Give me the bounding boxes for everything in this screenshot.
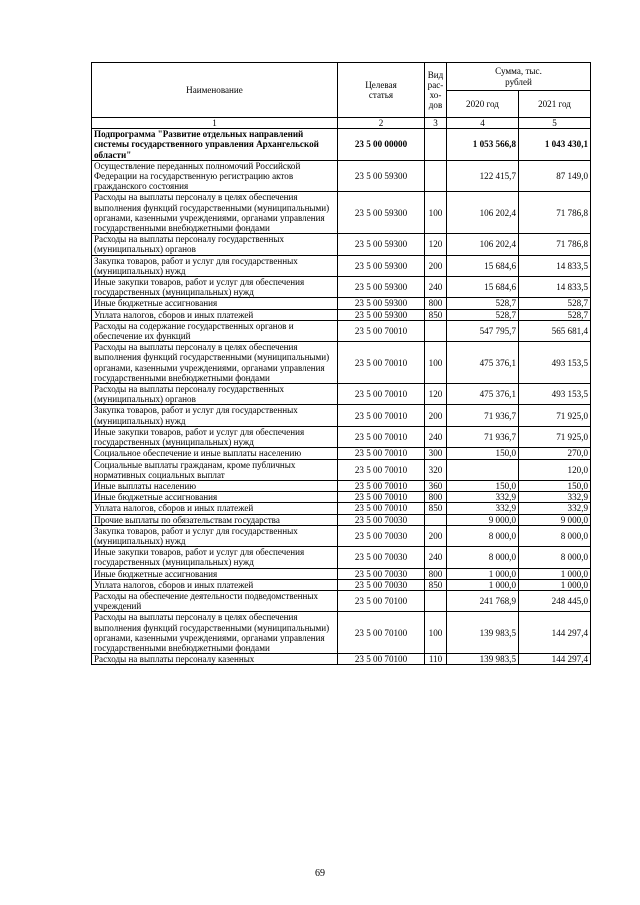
row-name: Расходы на выплаты персоналу в целях обеспечения выполнения функций государственными (муниципальными) органами, казенными учреждениями, органами управления государственными внебюджетными фондами (92, 612, 338, 654)
row-expense-type (425, 514, 447, 525)
row-expense-type: 240 (425, 426, 447, 447)
row-name: Иные выплаты населению (92, 480, 338, 491)
table-row (92, 298, 591, 309)
row-sum-2020: 528,7 (447, 298, 519, 309)
row-name: Закупка товаров, работ и услуг для государственных (муниципальных) нужд (92, 525, 338, 546)
row-expense-type (425, 590, 447, 611)
row-expense-type (425, 320, 447, 341)
row-target-code: 23 5 00 70030 (338, 579, 425, 590)
row-sum-2020: 332,9 (447, 492, 519, 503)
row-name: Иные бюджетные ассигнования (92, 568, 338, 579)
row-name: Иные бюджетные ассигнования (92, 298, 338, 309)
row-sum-2021: 270,0 (519, 448, 591, 459)
header-year-2021: 2021 год (519, 91, 591, 118)
row-sum-2020: 475 376,1 (447, 384, 519, 405)
row-sum-2020: 71 936,7 (447, 405, 519, 426)
row-name: Расходы на выплаты персоналу в целях обеспечения выполнения функций государственными (муниципальными) органами, казенными учреждениями, органами управления государственными внебюджетными фондами (92, 342, 338, 384)
row-expense-type: 850 (425, 579, 447, 590)
table-row (92, 320, 591, 341)
row-sum-2020: 8 000,0 (447, 547, 519, 568)
row-sum-2021: 1 000,0 (519, 579, 591, 590)
row-sum-2021: 565 681,4 (519, 320, 591, 341)
row-expense-type: 200 (425, 255, 447, 276)
row-expense-type: 240 (425, 547, 447, 568)
row-sum-2020: 106 202,4 (447, 192, 519, 234)
row-sum-2021: 71 925,0 (519, 426, 591, 447)
row-sum-2021: 1 000,0 (519, 568, 591, 579)
row-name: Иные закупки товаров, работ и услуг для обеспечения государственных (муниципальных) нужд (92, 426, 338, 447)
row-target-code: 23 5 00 70010 (338, 492, 425, 503)
row-target-code: 23 5 00 70030 (338, 525, 425, 546)
row-sum-2021: 8 000,0 (519, 525, 591, 546)
table-row (92, 277, 591, 298)
row-target-code: 23 5 00 59300 (338, 309, 425, 320)
row-name: Прочие выплаты по обязательствам государства (92, 514, 338, 525)
row-target-code: 23 5 00 59300 (338, 277, 425, 298)
row-sum-2021: 87 149,0 (519, 160, 591, 192)
table-row (92, 234, 591, 255)
table-row (92, 405, 591, 426)
budget-table (91, 62, 591, 665)
row-sum-2020: 547 795,7 (447, 320, 519, 341)
row-target-code: 23 5 00 59300 (338, 255, 425, 276)
row-target-code: 23 5 00 70010 (338, 448, 425, 459)
row-target-code: 23 5 00 70010 (338, 426, 425, 447)
row-sum-2021: 144 297,4 (519, 654, 591, 665)
table-row (92, 384, 591, 405)
row-sum-2020: 150,0 (447, 480, 519, 491)
header-row (92, 63, 591, 91)
row-expense-type: 800 (425, 568, 447, 579)
row-target-code: 23 5 00 70010 (338, 320, 425, 341)
row-sum-2021: 528,7 (519, 298, 591, 309)
row-sum-2021: 528,7 (519, 309, 591, 320)
row-target-code: 23 5 00 70100 (338, 612, 425, 654)
row-sum-2020: 15 684,6 (447, 277, 519, 298)
table-row (92, 525, 591, 546)
header-sum: Сумма, тыс. рублей (447, 63, 591, 91)
header-vid: Вид рас-хо-дов (425, 63, 447, 118)
row-target-code: 23 5 00 70030 (338, 568, 425, 579)
column-index: 3 (425, 118, 447, 129)
row-expense-type: 850 (425, 503, 447, 514)
row-target-code: 23 5 00 59300 (338, 192, 425, 234)
row-target-code: 23 5 00 70030 (338, 547, 425, 568)
row-expense-type (425, 129, 447, 161)
row-sum-2021: 9 000,0 (519, 514, 591, 525)
table-row (92, 255, 591, 276)
row-sum-2021: 8 000,0 (519, 547, 591, 568)
table-row (92, 514, 591, 525)
row-sum-2021: 332,9 (519, 492, 591, 503)
table-row (92, 426, 591, 447)
row-name: Социальные выплаты гражданам, кроме публичных нормативных социальных выплат (92, 459, 338, 480)
column-index: 2 (338, 118, 425, 129)
row-sum-2020: 1 000,0 (447, 579, 519, 590)
row-sum-2021: 14 833,5 (519, 255, 591, 276)
table-row (92, 192, 591, 234)
table-row (92, 129, 591, 161)
table-row (92, 654, 591, 665)
table-row (92, 459, 591, 480)
row-sum-2021: 332,9 (519, 503, 591, 514)
row-name: Иные закупки товаров, работ и услуг для обеспечения государственных (муниципальных) нужд (92, 277, 338, 298)
row-sum-2021: 150,0 (519, 480, 591, 491)
table-row (92, 612, 591, 654)
table-row (92, 448, 591, 459)
row-sum-2021: 493 153,5 (519, 342, 591, 384)
row-sum-2021: 14 833,5 (519, 277, 591, 298)
table-row (92, 579, 591, 590)
row-sum-2020: 332,9 (447, 503, 519, 514)
row-target-code: 23 5 00 59300 (338, 234, 425, 255)
row-name: Уплата налогов, сборов и иных платежей (92, 309, 338, 320)
row-name: Расходы на содержание государственных органов и обеспечение их функций (92, 320, 338, 341)
row-expense-type: 100 (425, 192, 447, 234)
row-expense-type: 120 (425, 234, 447, 255)
row-sum-2020: 139 983,5 (447, 612, 519, 654)
row-sum-2021: 120,0 (519, 459, 591, 480)
row-sum-2021: 493 153,5 (519, 384, 591, 405)
row-expense-type: 100 (425, 342, 447, 384)
row-sum-2020: 122 415,7 (447, 160, 519, 192)
row-target-code: 23 5 00 70100 (338, 654, 425, 665)
row-name: Закупка товаров, работ и услуг для государственных (муниципальных) нужд (92, 255, 338, 276)
header-name: Наименование (92, 63, 338, 118)
table-row (92, 309, 591, 320)
page-number: 69 (315, 868, 325, 879)
row-expense-type (425, 160, 447, 192)
row-name: Расходы на выплаты персоналу казенных (92, 654, 338, 665)
table-row (92, 160, 591, 192)
row-name: Иные закупки товаров, работ и услуг для обеспечения государственных (муниципальных) нужд (92, 547, 338, 568)
column-index: 1 (92, 118, 338, 129)
row-target-code: 23 5 00 70100 (338, 590, 425, 611)
row-target-code: 23 5 00 00000 (338, 129, 425, 161)
row-sum-2021: 248 445,0 (519, 590, 591, 611)
row-name: Иные бюджетные ассигнования (92, 492, 338, 503)
row-expense-type: 300 (425, 448, 447, 459)
table-row (92, 503, 591, 514)
row-expense-type: 200 (425, 525, 447, 546)
row-name: Расходы на выплаты персоналу в целях обеспечения выполнения функций государственными (муниципальными) органами, казенными учреждениями, органами управления государственными внебюджетными фондами (92, 192, 338, 234)
table-row (92, 342, 591, 384)
table-row (92, 480, 591, 491)
row-expense-type: 800 (425, 298, 447, 309)
row-target-code: 23 5 00 70010 (338, 384, 425, 405)
row-name: Уплата налогов, сборов и иных платежей (92, 579, 338, 590)
column-index: 4 (447, 118, 519, 129)
row-sum-2021: 71 786,8 (519, 192, 591, 234)
row-name: Расходы на выплаты персоналу государственных (муниципальных) органов (92, 234, 338, 255)
row-name: Закупка товаров, работ и услуг для государственных (муниципальных) нужд (92, 405, 338, 426)
row-sum-2020: 475 376,1 (447, 342, 519, 384)
row-name: Расходы на выплаты персоналу государственных (муниципальных) органов (92, 384, 338, 405)
row-sum-2021: 71 786,8 (519, 234, 591, 255)
row-sum-2021: 1 043 430,1 (519, 129, 591, 161)
column-index-row (92, 118, 591, 129)
row-target-code: 23 5 00 59300 (338, 298, 425, 309)
row-sum-2020: 1 053 566,8 (447, 129, 519, 161)
row-sum-2020: 9 000,0 (447, 514, 519, 525)
row-expense-type: 200 (425, 405, 447, 426)
row-sum-2020: 150,0 (447, 448, 519, 459)
row-sum-2020: 139 983,5 (447, 654, 519, 665)
row-expense-type: 850 (425, 309, 447, 320)
table-row (92, 568, 591, 579)
row-name: Подпрограмма "Развитие отдельных направлений системы государственного управления Архангельской области" (92, 129, 338, 161)
row-target-code: 23 5 00 70030 (338, 514, 425, 525)
row-target-code: 23 5 00 59300 (338, 160, 425, 192)
row-sum-2020: 106 202,4 (447, 234, 519, 255)
row-sum-2020: 8 000,0 (447, 525, 519, 546)
table-row (92, 492, 591, 503)
row-name: Расходы на обеспечение деятельности подведомственных учреждений (92, 590, 338, 611)
header-year-2020: 2020 год (447, 91, 519, 118)
row-target-code: 23 5 00 70010 (338, 459, 425, 480)
table-row (92, 547, 591, 568)
row-target-code: 23 5 00 70010 (338, 342, 425, 384)
row-name: Социальное обеспечение и иные выплаты населению (92, 448, 338, 459)
row-expense-type: 800 (425, 492, 447, 503)
row-name: Осуществление переданных полномочий Российской Федерации на государственную регистрацию актов гражданского состояния (92, 160, 338, 192)
row-expense-type: 110 (425, 654, 447, 665)
row-target-code: 23 5 00 70010 (338, 405, 425, 426)
row-expense-type: 360 (425, 480, 447, 491)
row-target-code: 23 5 00 70010 (338, 480, 425, 491)
header-code: Целевая статья (338, 63, 425, 118)
row-name: Уплата налогов, сборов и иных платежей (92, 503, 338, 514)
row-sum-2020: 1 000,0 (447, 568, 519, 579)
row-expense-type: 120 (425, 384, 447, 405)
budget-table-body (92, 63, 591, 665)
row-target-code: 23 5 00 70010 (338, 503, 425, 514)
row-sum-2020: 528,7 (447, 309, 519, 320)
table-row (92, 590, 591, 611)
row-expense-type: 240 (425, 277, 447, 298)
row-sum-2020: 71 936,7 (447, 426, 519, 447)
row-sum-2020: 15 684,6 (447, 255, 519, 276)
column-index: 5 (519, 118, 591, 129)
row-expense-type: 100 (425, 612, 447, 654)
row-sum-2021: 144 297,4 (519, 612, 591, 654)
row-sum-2021: 71 925,0 (519, 405, 591, 426)
row-sum-2020 (447, 459, 519, 480)
row-expense-type: 320 (425, 459, 447, 480)
row-sum-2020: 241 768,9 (447, 590, 519, 611)
